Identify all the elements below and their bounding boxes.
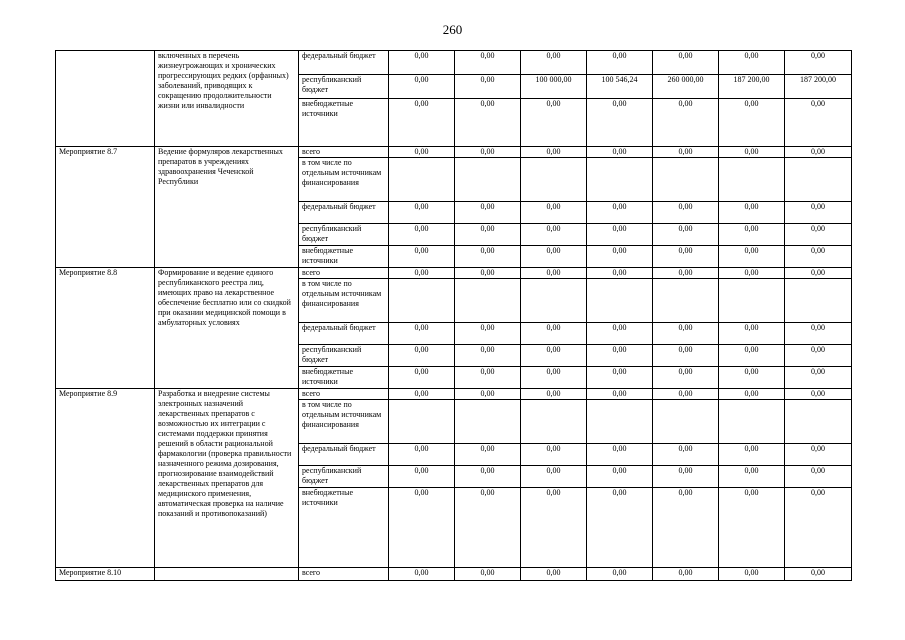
- amount-cell: 0,00: [653, 444, 719, 466]
- amount-cell: 0,00: [521, 202, 587, 224]
- amount-cell: 0,00: [455, 345, 521, 367]
- amount-cell: 0,00: [455, 568, 521, 581]
- amount-cell: 0,00: [455, 75, 521, 99]
- amount-cell: 0,00: [521, 568, 587, 581]
- amount-cell: 0,00: [455, 323, 521, 345]
- amount-cell: [785, 400, 852, 444]
- amount-cell: 0,00: [587, 246, 653, 268]
- amount-cell: 0,00: [719, 488, 785, 568]
- amount-cell: 0,00: [587, 147, 653, 158]
- amount-cell: [455, 158, 521, 202]
- amount-cell: 0,00: [389, 75, 455, 99]
- amount-cell: [587, 279, 653, 323]
- amount-cell: 100 546,24: [587, 75, 653, 99]
- amount-cell: [455, 279, 521, 323]
- amount-cell: 0,00: [719, 202, 785, 224]
- amount-cell: 0,00: [587, 488, 653, 568]
- amount-cell: 0,00: [455, 367, 521, 389]
- funding-source-cell: в том числе по отдельным источникам финансирования: [299, 400, 389, 444]
- amount-cell: [389, 400, 455, 444]
- amount-cell: 0,00: [455, 99, 521, 147]
- amount-cell: 0,00: [653, 99, 719, 147]
- funding-source-cell: в том числе по отдельным источникам финансирования: [299, 158, 389, 202]
- funding-source-cell: всего: [299, 268, 389, 279]
- description-cell: Формирование и ведение единого республиканского реестра лиц, имеющих право на лекарственное обеспечение бесплатно или со скидкой при оказании медицинской помощи в амбулаторных условиях: [155, 268, 299, 389]
- amount-cell: 0,00: [587, 466, 653, 488]
- amount-cell: 0,00: [389, 246, 455, 268]
- amount-cell: 0,00: [521, 147, 587, 158]
- amount-cell: [719, 279, 785, 323]
- amount-cell: 0,00: [587, 345, 653, 367]
- amount-cell: 0,00: [587, 444, 653, 466]
- amount-cell: 0,00: [653, 466, 719, 488]
- amount-cell: 0,00: [389, 488, 455, 568]
- amount-cell: 0,00: [587, 323, 653, 345]
- amount-cell: 0,00: [455, 444, 521, 466]
- amount-cell: 0,00: [653, 389, 719, 400]
- funding-source-cell: внебюджетные источники: [299, 246, 389, 268]
- funding-source-cell: всего: [299, 568, 389, 581]
- amount-cell: 0,00: [785, 367, 852, 389]
- table-row: [56, 568, 852, 581]
- amount-cell: 0,00: [389, 202, 455, 224]
- amount-cell: 0,00: [653, 367, 719, 389]
- amount-cell: 0,00: [521, 268, 587, 279]
- amount-cell: 0,00: [455, 268, 521, 279]
- amount-cell: [587, 158, 653, 202]
- amount-cell: 0,00: [653, 51, 719, 75]
- amount-cell: [455, 400, 521, 444]
- table-row: [56, 268, 852, 279]
- amount-cell: [521, 158, 587, 202]
- measure-cell: Мероприятие 8.10: [56, 568, 155, 581]
- funding-source-cell: федеральный бюджет: [299, 444, 389, 466]
- amount-cell: 0,00: [389, 147, 455, 158]
- amount-cell: 0,00: [785, 147, 852, 158]
- amount-cell: 0,00: [653, 246, 719, 268]
- budget-table: [55, 50, 852, 581]
- amount-cell: 0,00: [785, 345, 852, 367]
- funding-source-cell: в том числе по отдельным источникам финансирования: [299, 279, 389, 323]
- amount-cell: 0,00: [719, 51, 785, 75]
- amount-cell: 0,00: [521, 345, 587, 367]
- amount-cell: 0,00: [587, 568, 653, 581]
- measure-cell: Мероприятие 8.7: [56, 147, 155, 268]
- amount-cell: 0,00: [587, 367, 653, 389]
- amount-cell: 0,00: [653, 488, 719, 568]
- amount-cell: 0,00: [587, 202, 653, 224]
- amount-cell: 0,00: [719, 224, 785, 246]
- amount-cell: 0,00: [785, 224, 852, 246]
- amount-cell: [653, 400, 719, 444]
- amount-cell: 0,00: [389, 268, 455, 279]
- amount-cell: [521, 400, 587, 444]
- amount-cell: 0,00: [389, 345, 455, 367]
- amount-cell: 0,00: [521, 224, 587, 246]
- amount-cell: [653, 279, 719, 323]
- amount-cell: 0,00: [653, 345, 719, 367]
- amount-cell: 0,00: [389, 568, 455, 581]
- amount-cell: 0,00: [719, 246, 785, 268]
- amount-cell: 0,00: [521, 367, 587, 389]
- amount-cell: 100 000,00: [521, 75, 587, 99]
- amount-cell: 0,00: [587, 268, 653, 279]
- funding-source-cell: республиканский бюджет: [299, 466, 389, 488]
- description-cell: [155, 568, 299, 581]
- amount-cell: 0,00: [521, 323, 587, 345]
- amount-cell: 0,00: [389, 99, 455, 147]
- amount-cell: [389, 158, 455, 202]
- measure-cell: [56, 51, 155, 147]
- measure-cell: Мероприятие 8.9: [56, 389, 155, 568]
- funding-source-cell: внебюджетные источники: [299, 99, 389, 147]
- funding-source-cell: республиканский бюджет: [299, 224, 389, 246]
- amount-cell: [389, 279, 455, 323]
- amount-cell: 0,00: [719, 147, 785, 158]
- amount-cell: 0,00: [653, 268, 719, 279]
- amount-cell: 0,00: [719, 99, 785, 147]
- amount-cell: 0,00: [389, 367, 455, 389]
- funding-source-cell: республиканский бюджет: [299, 75, 389, 99]
- amount-cell: 0,00: [653, 323, 719, 345]
- amount-cell: 0,00: [455, 466, 521, 488]
- funding-source-cell: внебюджетные источники: [299, 367, 389, 389]
- amount-cell: 0,00: [785, 389, 852, 400]
- amount-cell: 0,00: [785, 246, 852, 268]
- table-body: [56, 51, 852, 581]
- amount-cell: 0,00: [455, 147, 521, 158]
- description-cell: включенных в перечень жизнеугрожающих и хронических прогрессирующих редких (орфанных) заболеваний, приводящих к сокращению продолжительности жизни или инвалидности: [155, 51, 299, 147]
- amount-cell: 0,00: [719, 389, 785, 400]
- amount-cell: 187 200,00: [719, 75, 785, 99]
- amount-cell: 0,00: [785, 444, 852, 466]
- amount-cell: 0,00: [521, 389, 587, 400]
- amount-cell: 0,00: [785, 202, 852, 224]
- description-cell: Ведение формуляров лекарственных препаратов в учреждениях здравоохранения Чеченской Республики: [155, 147, 299, 268]
- amount-cell: [719, 158, 785, 202]
- funding-source-cell: всего: [299, 389, 389, 400]
- amount-cell: 0,00: [389, 323, 455, 345]
- amount-cell: 0,00: [587, 389, 653, 400]
- amount-cell: 0,00: [587, 51, 653, 75]
- amount-cell: 0,00: [389, 224, 455, 246]
- amount-cell: 0,00: [455, 389, 521, 400]
- funding-source-cell: федеральный бюджет: [299, 202, 389, 224]
- amount-cell: [719, 400, 785, 444]
- amount-cell: 0,00: [653, 224, 719, 246]
- amount-cell: 0,00: [719, 345, 785, 367]
- amount-cell: 0,00: [455, 246, 521, 268]
- amount-cell: 0,00: [785, 323, 852, 345]
- amount-cell: 0,00: [521, 488, 587, 568]
- table-row: [56, 147, 852, 158]
- amount-cell: 0,00: [521, 99, 587, 147]
- amount-cell: 0,00: [719, 444, 785, 466]
- amount-cell: 0,00: [455, 488, 521, 568]
- amount-cell: 0,00: [455, 202, 521, 224]
- funding-source-cell: федеральный бюджет: [299, 323, 389, 345]
- amount-cell: [587, 400, 653, 444]
- table-row: [56, 389, 852, 400]
- amount-cell: 0,00: [389, 389, 455, 400]
- table-row: [56, 51, 852, 75]
- funding-source-cell: республиканский бюджет: [299, 345, 389, 367]
- amount-cell: 187 200,00: [785, 75, 852, 99]
- amount-cell: 0,00: [719, 268, 785, 279]
- amount-cell: 0,00: [521, 466, 587, 488]
- amount-cell: 0,00: [389, 466, 455, 488]
- amount-cell: 0,00: [455, 224, 521, 246]
- amount-cell: 0,00: [653, 202, 719, 224]
- amount-cell: 0,00: [785, 488, 852, 568]
- amount-cell: 0,00: [653, 147, 719, 158]
- amount-cell: 260 000,00: [653, 75, 719, 99]
- funding-source-cell: внебюджетные источники: [299, 488, 389, 568]
- amount-cell: 0,00: [521, 444, 587, 466]
- measure-cell: Мероприятие 8.8: [56, 268, 155, 389]
- funding-source-cell: федеральный бюджет: [299, 51, 389, 75]
- amount-cell: 0,00: [785, 466, 852, 488]
- description-cell: Разработка и внедрение системы электронных назначений лекарственных препаратов с возможностью их интеграции с системами поддержки принятия решений в области рациональной фармакологии (проверка правильности назначенного режима дозирования, прогнозирование взаимодействий лекарственных препаратов для медицинского применения, автоматическая проверка на наличие показаний и противопоказаний): [155, 389, 299, 568]
- amount-cell: 0,00: [455, 51, 521, 75]
- amount-cell: 0,00: [389, 51, 455, 75]
- amount-cell: 0,00: [785, 99, 852, 147]
- amount-cell: [521, 279, 587, 323]
- amount-cell: 0,00: [389, 444, 455, 466]
- amount-cell: 0,00: [785, 268, 852, 279]
- amount-cell: 0,00: [653, 568, 719, 581]
- funding-source-cell: всего: [299, 147, 389, 158]
- amount-cell: 0,00: [719, 466, 785, 488]
- amount-cell: 0,00: [785, 51, 852, 75]
- amount-cell: 0,00: [587, 99, 653, 147]
- amount-cell: 0,00: [719, 568, 785, 581]
- amount-cell: [785, 279, 852, 323]
- amount-cell: 0,00: [521, 51, 587, 75]
- amount-cell: 0,00: [719, 323, 785, 345]
- page-number: 260: [442, 22, 463, 37]
- amount-cell: 0,00: [785, 568, 852, 581]
- amount-cell: 0,00: [521, 246, 587, 268]
- amount-cell: [785, 158, 852, 202]
- amount-cell: 0,00: [587, 224, 653, 246]
- amount-cell: [653, 158, 719, 202]
- amount-cell: 0,00: [719, 367, 785, 389]
